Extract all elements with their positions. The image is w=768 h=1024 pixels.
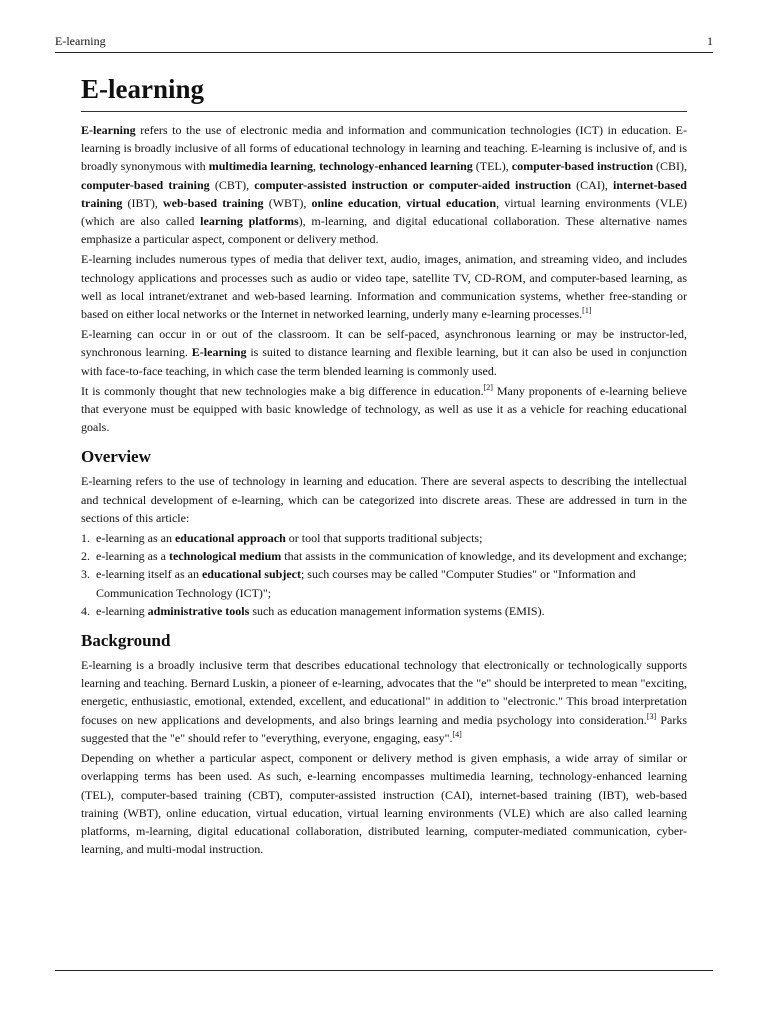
- text-run: (CBI),: [653, 159, 688, 174]
- article-body: [81, 70, 687, 860]
- bold-term: computer-based instruction: [511, 159, 653, 174]
- text-run: (CBT),: [209, 177, 255, 192]
- text-run: ; such courses may be called "Computer Studies" or "Information and Communication Technology (ICT)";: [96, 567, 636, 600]
- text-run: E-learning is a broadly inclusive term that describes educational technology that electronically or technologically supports learning and teaching. Bernard Luskin, a pioneer of e-learning, advocates that the "e" should be interpreted to mean "exciting, energetic, enthusiastic, emotional, extended, excellent, and educational" in addition to "electronic." This broad interpretation focuses on new applications and developments, and also brings learning and media psychology into consideration.: [81, 658, 687, 727]
- bold-term: educational approach: [174, 531, 286, 546]
- bold-term: internet-based training: [81, 177, 687, 210]
- citation-ref: [1]: [582, 306, 592, 316]
- text-run: (WBT),: [263, 195, 312, 210]
- list-item-number: 4.: [81, 603, 90, 618]
- list-item-text: [96, 549, 687, 563]
- text-run: (TEL),: [472, 159, 512, 174]
- bold-term: E-learning: [81, 123, 136, 137]
- text-run: Depending on whether a particular aspect, component or delivery method is given emphasis, a wide array of similar or overlapping terms has been used. As such, e-learning encompasses multimedia learning, technology-enhanced learning (TEL), computer-based training (CBT), computer-assisted instruction (CAI), internet-based training (IBT), web-based training (WBT), online education, virtual education, virtual learning environments (VLE) which are also called learning platforms, m-learning, digital educational collaboration, distributed learning, computer-mediated communication, cyber-learning, and multi-modal instruction.: [81, 751, 687, 857]
- bold-term: technological medium: [168, 549, 282, 564]
- intro-paragraph-1: [81, 121, 687, 248]
- overview-heading: Overview: [81, 447, 151, 467]
- intro-paragraph-4: [81, 382, 687, 437]
- citation-ref: [4]: [452, 729, 462, 739]
- text-run: e-learning as a: [96, 549, 169, 564]
- text-run: It is commonly thought that new technologies make a big difference in education.: [81, 383, 484, 398]
- list-item-text: [96, 531, 482, 545]
- text-run: Many proponents of e-learning believe that everyone must be equipped with basic knowledge of technology, as well as use it as a vehicle for reaching educational goals.: [81, 383, 687, 435]
- list-item-number: 2.: [81, 549, 90, 564]
- text-run: , virtual learning environments (VLE) (which are also called: [81, 195, 688, 229]
- text-run: refers to the use of electronic media and information and communication technologies (ICT) in education. E-learning is broadly inclusive of all forms of educational technology in learning and teaching. E-learning is inclusive of, and is broadly synonymous with: [81, 123, 687, 174]
- list-item-text: [96, 567, 636, 599]
- article-title: E-learning: [81, 70, 687, 112]
- list-item-number: 1.: [81, 531, 90, 546]
- list-item: [81, 602, 687, 620]
- bold-term: E-learning: [191, 345, 247, 360]
- bold-term: web-based training: [163, 195, 264, 210]
- bold-term: multimedia learning: [208, 159, 314, 174]
- text-run: such as education management information systems (EMIS).: [249, 603, 545, 618]
- bold-term: administrative tools: [147, 603, 250, 618]
- list-item: [81, 547, 687, 565]
- text-run: that assists in the communication of knowledge, and its development and exchange;: [281, 549, 687, 564]
- bold-term: learning platforms: [200, 214, 299, 229]
- list-item: [81, 529, 687, 547]
- background-paragraph-1: [81, 656, 687, 747]
- text-run: E-learning includes numerous types of media that deliver text, audio, images, animation, and streaming video, and includes technology applications and processes such as audio or video tape, satellite TV, CD-ROM, and computer-based learning, as well as local intranet/extranet and web-based learning. Information and communication systems, whether free-standing or based on either local networks or the Internet in networked learning, underly many e-learning processes.: [81, 252, 687, 322]
- intro-paragraph-3: [81, 325, 687, 380]
- footer-rule: [55, 970, 713, 971]
- bold-term: computer-based training: [81, 177, 210, 192]
- text-run: ,: [313, 159, 320, 174]
- citation-ref: [3]: [646, 711, 657, 721]
- list-item-text: [96, 604, 545, 618]
- text-run: is suited to distance learning and flexible learning, but it can also be used in conjunction with face-to-face teaching, in which case the term blended learning is commonly used.: [81, 345, 687, 378]
- citation-ref: [2]: [483, 382, 493, 392]
- background-paragraph-2: [81, 749, 687, 858]
- text-run: e-learning itself as an: [96, 567, 202, 582]
- list-item: [81, 565, 687, 601]
- bold-term: computer-assisted instruction or computer-aided instruction: [254, 177, 572, 192]
- text-run: or tool that supports traditional subjects;: [285, 531, 483, 546]
- text-run: ), m-learning, and digital educational collaboration. These alternative names emphasize a particular aspect, component or delivery method.: [81, 214, 687, 247]
- bold-term: educational subject: [201, 567, 301, 582]
- text-run: e-learning: [96, 603, 148, 618]
- text-run: Parks suggested that the "e" should refer to "everything, everyone, engaging, easy".: [81, 712, 687, 745]
- overview-list: [81, 529, 687, 620]
- page-number: 1: [707, 34, 713, 48]
- bold-term: technology-enhanced learning: [319, 159, 473, 174]
- text-run: E-learning can occur in or out of the classroom. It can be self-paced, asynchronous learning or may be instructor-led, synchronous learning.: [81, 327, 687, 360]
- list-item-number: 3.: [81, 567, 90, 582]
- text-run: e-learning as an: [96, 531, 175, 546]
- background-heading: Background: [81, 631, 171, 651]
- bold-term: virtual education: [406, 195, 497, 210]
- running-header-title: E-learning: [55, 34, 106, 48]
- text-run: E-learning refers to the use of technology in learning and education. There are several aspects to describing the intellectual and technical development of e-learning, which can be categorized into discrete areas. These are addressed in turn in the sections of this article:: [81, 474, 687, 525]
- text-run: ,: [398, 195, 407, 210]
- text-run: (CAI),: [571, 177, 613, 192]
- text-run: (IBT),: [122, 195, 164, 210]
- bold-term: online education: [311, 195, 399, 210]
- intro-paragraph-2: [81, 250, 687, 323]
- overview-paragraph: [81, 472, 687, 527]
